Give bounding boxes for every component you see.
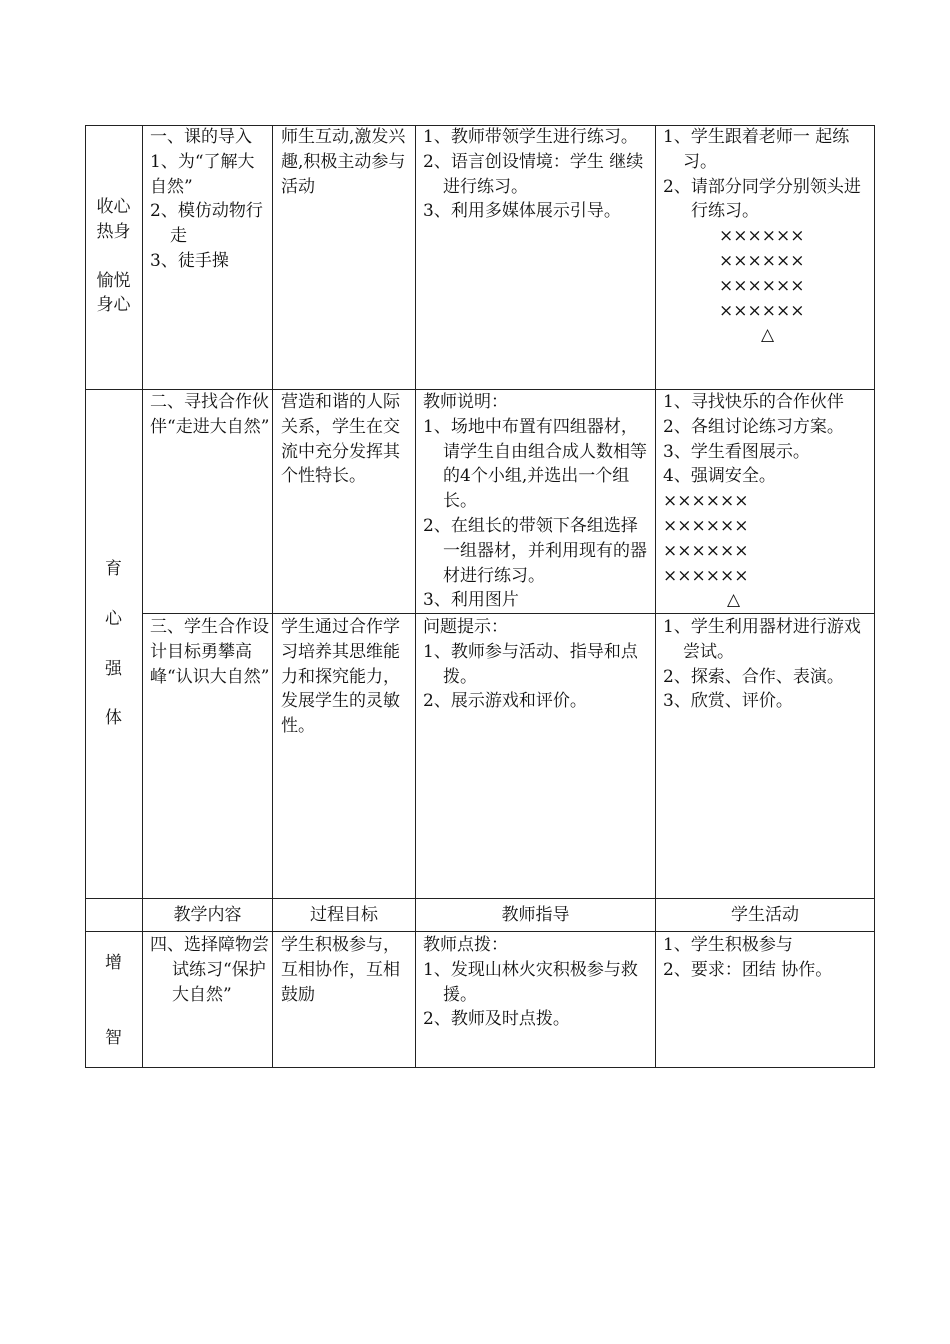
goal-text: 学生通过合作学习培养其思维能力和探究能力，发展学生的灵敏性。 [281,617,400,737]
student-cell [663,615,873,714]
teacher-line: 3、利用图片 [423,590,519,611]
student-line: 2、各组讨论练习方案。 [663,416,844,437]
student-cell [663,125,873,348]
teacher-cell [423,125,653,224]
teacher-cell [423,933,653,1032]
formation-row: ×××××× [719,226,805,247]
content-line: 1、为“了解大自然” [150,151,255,197]
goal-cell [281,615,407,739]
content-line: 3、徒手操 [150,250,229,271]
formation-diagram [663,489,873,613]
teacher-line: 1、教师参与活动、指导和点拨。 [423,641,638,687]
formation-row: ×××××× [719,250,805,271]
stage-char: 强 [105,658,122,679]
formation-row: ×××××× [663,565,749,586]
teacher-line: 3、利用多媒体展示引导。 [423,201,621,222]
content-line: 二、寻找合作伙伴“走进大自然” [150,392,270,437]
student-line: 1、学生积极参与 [663,935,793,955]
student-cell [663,390,873,613]
stage-char: 收心 [96,197,131,217]
stage-char: 心 [105,608,122,629]
formation-row: ×××××× [719,275,805,296]
teacher-line: 2、展示游戏和评价。 [423,691,587,712]
teacher-line: 1、场地中布置有四组器材，请学生自由组合成人数相等 的4个小组,并选出一个组长。 [423,416,647,512]
teacher-line: 1、教师带领学生进行练习。 [423,127,638,147]
stage-warmup [85,195,142,318]
row-divider [85,931,875,932]
content-cell [150,933,270,1007]
student-line: 2、请部分同学分别领头进行练习。 [663,176,861,222]
teacher-line: 2、在组长的带领下各组选择一组器材，并利用现有的器材进行练习。 [423,515,647,586]
header-content: 教学内容 [173,905,242,925]
stage-char: 热身 [96,221,131,242]
content-line: 一、课的导入 [150,127,252,147]
teacher-line: 问题提示： [423,617,508,637]
formation-row: ×××××× [663,540,749,561]
content-line: 四、选择障物尝试练习“保护大自然” [150,935,269,1005]
goal-cell [281,390,407,489]
lesson-plan-table [85,125,875,1068]
goal-cell [281,125,407,199]
stage-body [85,557,142,731]
stage-char: 体 [105,708,122,729]
stage-mind [85,951,142,1051]
student-line: 1、寻找快乐的合作伙伴 [663,392,844,412]
teacher-marker: △ [761,325,775,346]
teacher-line: 教师点拨： [423,935,508,955]
teacher-marker: △ [727,590,741,611]
stage-char: 智 [105,1027,122,1048]
stage-char: 身心 [96,295,131,316]
teacher-line: 2、语言创设情境：学生 继续进行练习。 [423,151,644,197]
student-line: 3、学生看图展示。 [663,441,810,462]
formation-row: ×××××× [719,300,805,321]
teacher-cell [423,390,653,613]
goal-text: 学生积极参与，互相协作，互相鼓励 [281,935,400,1005]
stage-char: 育 [105,559,122,579]
table-border-bottom [85,1067,875,1068]
student-line: 1、学生跟着老师一 起练习。 [663,127,850,172]
formation-diagram [663,224,873,348]
student-line: 2、要求：团结 协作。 [663,959,833,980]
student-line: 4、强调安全。 [663,466,776,487]
teacher-line: 2、教师及时点拨。 [423,1009,570,1030]
stage-char: 愉悦 [96,270,131,291]
goal-text: 营造和谐的人际关系，学生在交流中充分发挥其个性特长。 [281,392,400,487]
teacher-line: 教师说明： [423,392,508,412]
header-student: 学生活动 [731,905,799,925]
content-line: 2、模仿动物行走 [150,201,263,247]
teacher-cell [423,615,653,714]
content-line: 三、学生合作设计目标勇攀高峰“认识大自然” [150,617,270,687]
student-line: 3、欣赏、评价。 [663,691,793,712]
content-cell [150,390,270,440]
row-divider [85,898,875,899]
formation-row: ×××××× [663,515,749,536]
header-teacher: 教师指导 [501,905,570,925]
content-cell [150,125,270,274]
formation-row: ×××××× [663,491,749,512]
stage-char: 增 [105,953,122,973]
teacher-line: 1、发现山林火灾积极参与救援。 [423,959,638,1005]
header-goal: 过程目标 [310,905,378,925]
table-border-right [874,125,875,1068]
goal-cell [281,933,407,1007]
goal-text: 师生互动,激发兴趣,积极主动参与活动 [281,127,406,197]
content-cell [150,615,270,689]
student-line: 2、探索、合作、表演。 [663,666,844,687]
student-line: 1、学生利用器材进行游戏尝试。 [663,617,861,662]
student-cell [663,933,873,983]
